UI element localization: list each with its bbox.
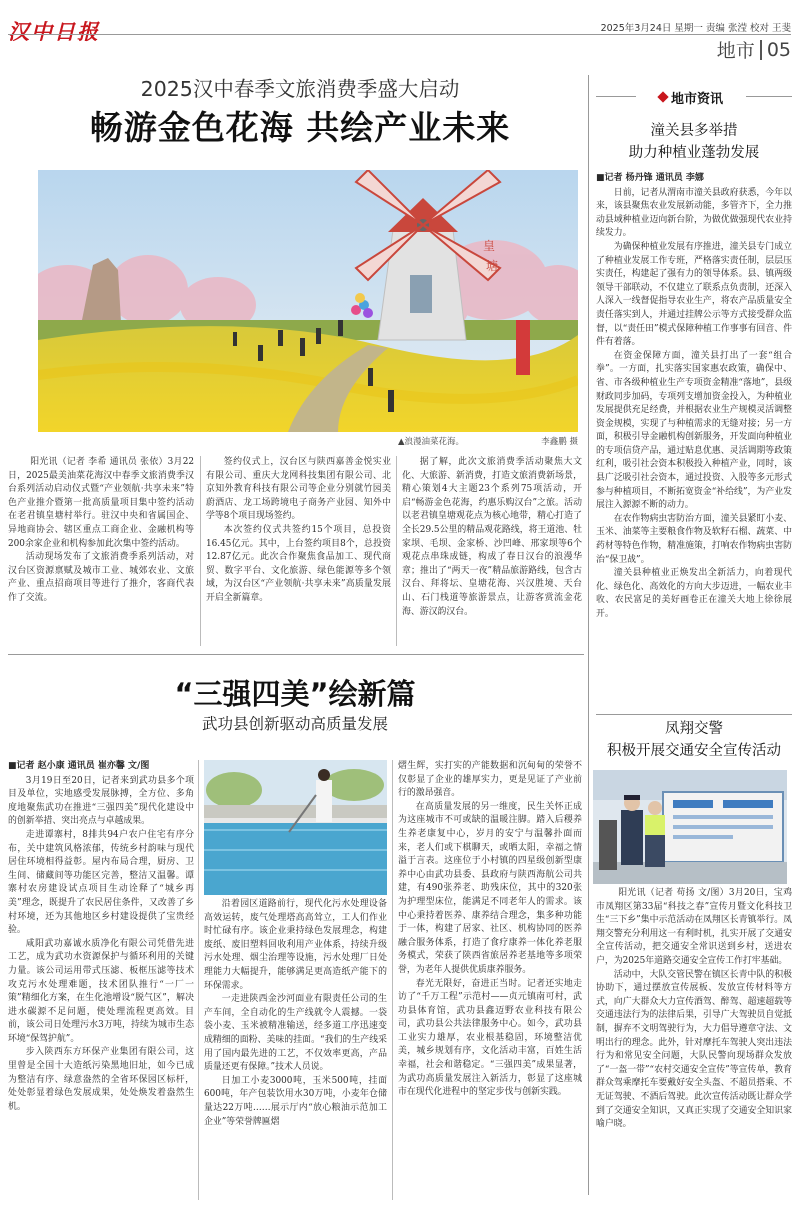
- story2-body: [596, 887, 792, 1132]
- story1-p2: 为确保种植业发展有序推进，潼关县专门成立了种植业发展工作专班，严格落实责任制，层层压实责任，构建起了强有力的领导体系。县、镇两级领导干部联动，不仅建立了联系点负责制，还深入人深入一线督促指导农业生产，将农产品质量安全责任落实到人，并通过挂牌公示等方式接受群众监督，以“责任田”模式保障种植工作事事有回音、件件有着落。: [596, 241, 792, 348]
- lead-col2-p2: 本次签约仪式共签约15个项目，总投资16.45亿元。其中，上台签约项目8个，总投资12.87亿元。此次合作聚焦食品加工、现代商贸、数字平台、文化旅游、绿色能源等多个领域，为汉台区“产业领航·共享未来”高质量发展开启全新篇章。: [206, 524, 391, 603]
- lead-col-1: [8, 456, 194, 606]
- lead-headline: 畅游金色花海 共绘产业未来: [89, 108, 511, 147]
- section-divider: [760, 40, 762, 60]
- masthead: [0, 0, 799, 68]
- sidebar-story-rule: [596, 714, 792, 715]
- photo-caption-row: [398, 435, 578, 447]
- story1-p4: 在农作物病虫害防治方面，潼关县紧盯小麦、玉米、油菜等主要粮食作物及软籽石榴、蔬菜、中药材等特色作物，精准施策，打响农作物病虫害防治“保卫战”。: [596, 513, 792, 565]
- second-col-3: [398, 760, 582, 1100]
- lead-col2-p1: 签约仪式上，汉台区与陕西嘉善金悦实业有限公司、重庆大龙网科技集团有限公司、北京知外教育科技有限公司等企业分别就竹园美蔚酒店、龙工场跨境电子商务产业园、知外中学等8个项目现场签约。: [206, 457, 391, 522]
- second-subhead: 武功县创新驱动高质量发展: [201, 715, 388, 733]
- section-name: 地市: [716, 40, 755, 62]
- rapeseed-field-photo: [38, 170, 578, 432]
- section-tab: [717, 36, 791, 63]
- water-treatment-photo: [204, 760, 387, 895]
- second-col-1: [8, 760, 194, 1114]
- story1-p3: 在资金保障方面，潼关县打出了一套“组合拳”。一方面，扎实落实国家惠农政策，确保中、省、市各级种植业生产专项资金精准“落地”，县级财政同步加码，专项列支增加资金投入，为种植业发展提供充足经费，并根据农业生产规模灵活调整资金规模，实现了与种植需求的无缝对接；另一方面，积极引导金融机构创新服务，开发面向种植业的专项信贷产品，通过贴息优惠、灵活调期等政策红利，吸引社会资本积极投入种植产业，同时，该县广泛吸引社会资本，通过投资、入股等多元形式参与种植项目，不断拓宽资金“补给线”，为产业发展注入源源不断的动力。: [596, 350, 792, 511]
- col-divider: [396, 456, 397, 646]
- story2-photo: [593, 770, 787, 884]
- lead-col-3: [402, 456, 582, 619]
- newspaper-logo: 汉中日报: [8, 19, 100, 44]
- second-byline: ■记者 赵小康 通讯员 崔亦馨 文/图: [8, 761, 150, 771]
- second-col1-p3: 咸阳武功嘉诚水质净化有限公司凭借先进工艺，成为武功水资源保护与循环利用的关键力量。该公司运用带式压滤、板框压滤等技术攻克污水处理难题，技术团队推行“一厂一策”精细化方案，在生化池增设“脱气区”，解决进水碳源不足问题，使处理流程更高效。目前，该公司日处理污水3万吨，持续为城市生态环境“保驾护航”。: [8, 938, 194, 1044]
- second-col2-p1: 沿着园区道路前行，现代化污水处理设备高效运转，废气处理塔高高耸立，工人们作业时忙碌有序。该企业秉持绿色发展理念，构建废纸、废旧塑料回收利用产业体系，持续升级污水处理、烟尘治理等设施，污水处理厂日处理能力大幅提升，能够满足更高造纸产能下的环保需求。: [204, 899, 387, 991]
- second-photo: [204, 760, 387, 895]
- story2-title: [596, 718, 792, 762]
- story1-byline: ■记者 杨丹锋 通讯员 李娜: [596, 173, 704, 183]
- second-col3-p1: 熠生辉，实打实的产能数据和沉甸甸的荣誉不仅彰显了企业的雄厚实力，更是见证了产业前行的激昂强音。: [398, 761, 582, 799]
- section-rule: [8, 654, 584, 655]
- sidebar-label: [636, 86, 746, 108]
- diamond-icon: [657, 91, 668, 102]
- lead-photo: [38, 170, 578, 432]
- story1-body: [596, 172, 792, 622]
- traffic-police-photo: [593, 770, 787, 884]
- story1-p5: 潼关县种植业正焕发出全新活力，向着现代化、绿色化、高效化的方向大步迈进，一幅农业丰收、农民富足的美好画卷正在潼关大地上徐徐展开。: [596, 568, 792, 619]
- col-divider: [200, 456, 201, 646]
- second-col1-p1: 3月19日至20日，记者来到武功县多个项目及单位，实地感受发展脉搏，全方位、多角度地聚焦武功在推进“三强四美”现代化建设中的创新举措、突出亮点与卓越成果。: [8, 775, 194, 827]
- col-divider: [198, 760, 199, 1200]
- photo-caption: ▲浪漫油菜花海。: [398, 437, 465, 447]
- lead-kicker: 2025汉中春季文旅消费季盛大启动: [140, 77, 460, 101]
- lead-col3-p1: 据了解，此次文旅消费季活动聚焦大文化、大旅游、新消费，打造文旅消费新场景，精心策划4大主题23个系列75项活动，开启“畅游金色花海，约惠乐购汉台”之旅。活动以老君镇皇塘观花点为核心地带，精心打造了全长29.5公里的精品观花路线，将王道池、牡家坝、毛坝、金家桥、沙凹峰、邢家坝等6个观花点串珠成链，构成了春日汉台的浪漫华章；推出了“两天一夜”精品旅游路线，包含古汉台、拜将坛、皇塘花海、兴汉胜境、天台山、石门栈道等旅游景点，让游客赏流金花海、游汉韵汉台。: [402, 457, 582, 617]
- story2-p1: 阳光讯（记者 苟扬 文/图）3月20日，宝鸡市凤翔区第33届“科技之春”宣传月暨文化科技卫生“三下乡”集中示范活动在凤翔区长青镇举行。凤翔交警充分利用这一有利时机，扎实开展了交通安全宣传活动，把交通安全常识送到乡村，送进农户，为2025年道路交通安全宣传工作打牢基础。: [596, 888, 792, 966]
- second-col1-p4: 步入陕西东方环保产业集团有限公司，这里曾是全国十大造纸污染黑地旧址，如今已成为整洁有序、绿意盎然的全省环保园区标杆，处处彰显着绿色发展成果，处处焕发着盎然生机。: [8, 1047, 194, 1112]
- lead-col-2: [206, 456, 391, 606]
- story1-title-line1: 潼关县多举措: [650, 123, 738, 139]
- story1-p1: 日前，记者从渭南市潼关县政府获悉，今年以来，该县聚焦农业发展新动能，多管齐下，全力推动县域种植业迈向新台阶，为做优做强现代农业持续发力。: [596, 187, 792, 239]
- story2-title-line1: 凤翔交警: [665, 721, 723, 737]
- story2-title-line2: 积极开展交通安全宣传活动: [607, 743, 781, 759]
- col-divider: [392, 760, 393, 1200]
- svg-text:皇: 皇: [483, 239, 496, 253]
- second-col3-p3: 春光无限好，奋进正当时。记者还实地走访了“千万工程”示范村——贞元镇南可村，武功县体育馆，武功县鑫迈野农业科技有限公司，武功县公共法律服务中心。如今，武功县工业实力雄厚，农业根基稳固，环境整洁优美，城乡规划有序，文化活动丰富，百姓生活幸福，社会和谐稳定。“三强四美”成果显著，为武功高质量发展注入新活力，彰显了这座城市在现代化进程中的坚定步伐与创新实践。: [398, 978, 582, 1098]
- second-col2-p3: 日加工小麦3000吨，玉米500吨，挂面600吨，年产包装饮用水30万吨，小麦年仓储量达22万吨……展示厅内“放心粮油示范加工企业”等荣誉牌匾熠: [204, 1075, 387, 1127]
- sidebar-label-block: [596, 86, 792, 108]
- masthead-rule: [8, 34, 791, 35]
- story2-p2: 活动中，大队交管民警在镇区长青中队的积极协助下，通过摆放宣传展板、发放宣传材料等方式，向广大群众大力宣传酒驾、醉驾、超速超载等交通违法行为的法律后果，引导广大驾驶员自觉抵制，摒弃不文明驾驶行为，大力倡导遵章守法、文明出行的理念。此外，针对摩托车驾驶人突出违法行为和常见安全问题，大队民警向现场群众发放了“一盔一带”“农村交通安全宣传”等宣传单，教育群众驾乘摩托车要戴好安全头盔、不超员搭乘、不无证驾驶、不酒后驾驶。此次宣传活动既让群众学到了交通安全知识，又真正实现了交通安全知识家喻户晓。: [596, 969, 792, 1130]
- lead-col1-p2: 活动现场发布了文旅消费季系列活动，对汉台区资源禀赋及城市工业、城郊农业、文旅产业、重点招商项目等进行了推介，客商代表作了交流。: [8, 552, 194, 603]
- sidebar-label-text: 地市资讯: [670, 91, 723, 107]
- page-number: 05: [766, 38, 791, 61]
- lead-col1-p1: 阳光讯（记者 李希 通讯员 张依）3月22日，2025最美油菜花海汉中春季文旅消费季汉台系列活动启动仪式暨“产业领航·共享未来”特色产业推介暨第一批高质量项目集中签约活动在老君镇皇塘村举行。驻汉中央和省属国企、异地商协会、辖区重点工商企业、金融机构等200余家企业和机构参加此次集中签约活动。: [8, 457, 194, 549]
- photo-credit: 李鑫鹏 摄: [541, 437, 578, 447]
- svg-text:塘: 塘: [486, 259, 499, 273]
- date-line: 2025年3月24日 星期一 责编 张滢 校对 王斐: [600, 23, 791, 34]
- second-col-2: [204, 898, 387, 1129]
- second-headline: “三强四美”绘新篇: [174, 677, 416, 711]
- sidebar-divider: [588, 75, 589, 1195]
- second-col2-p2: 一走进陕西金沙河面业有限责任公司的生产车间，全自动化的生产线就令人震撼。一袋袋小麦、玉米被精准输送，经多道工序迅速变成精细的面粉、美味的挂面。“我们的生产线采用了国内最先进的工艺，不仅效率更高，产品质量还更有保障。”技术人员说。: [204, 994, 387, 1073]
- story1-title: [596, 120, 792, 164]
- second-col1-p2: 走进谭寨村，8排共94户农户住宅有序分布，关中建筑风格浓郁，传统乡村韵味与现代居住环境相得益彰。屋内布局合理，厨房、卫生间、储藏间等功能区完善，整洁又温馨。谭寨村农房建设试点项目生动诠释了“城乡再美”理念，既提升了农民居住条件，又改善了乡村环境，还为其他地区乡村建设提供了宝贵经验。: [8, 829, 194, 936]
- second-col3-p2: 在高质量发展的另一维度，民生关怀正成为这座城市不可或缺的温暖注脚。踏入后稷养生养老康复中心，岁月的安宁与温馨扑面而来，老人们或下棋聊天，或晒太阳，幸福之情溢于言表。这座位于小村镇的四星级创新型康养中心由武功县委、县政府与陕西海航公司共建，有490张养老、助残床位，其中的320张为护理型床位，能满足不同老年人的需求。该中心秉持着医养、康养结合理念，集多种功能于一体，构建了居家、社区、机构协同的医养融合服务体系，打造了食疗康养一体化养老服务模式，荣获了陕西省旅居养老基地等多项荣誉，为老年人提供优质康养服务。: [398, 801, 582, 975]
- story1-title-line2: 助力种植业蓬勃发展: [628, 145, 760, 161]
